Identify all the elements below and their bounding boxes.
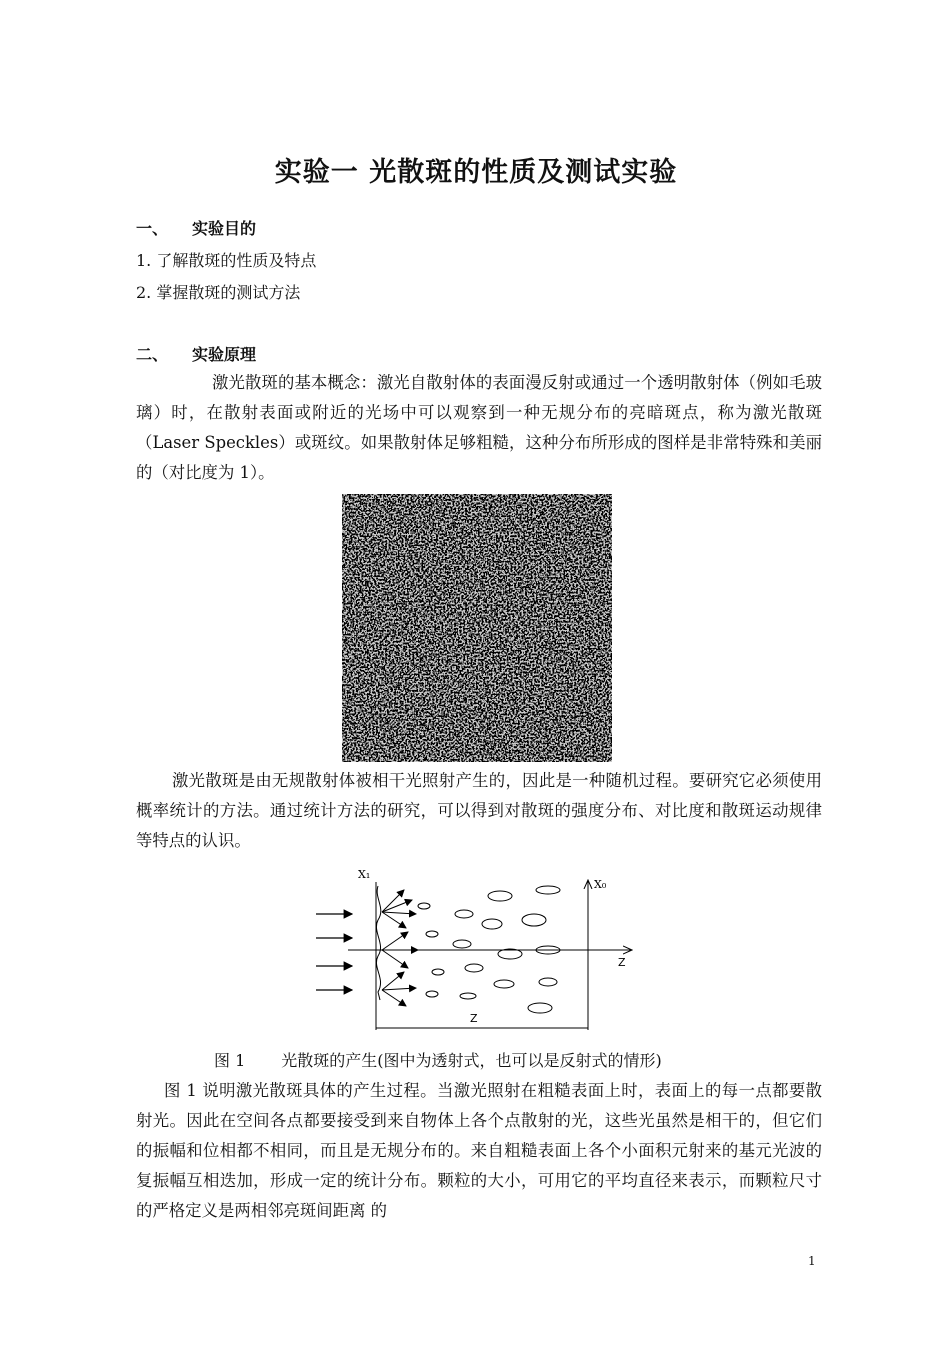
section-number: 一、: [136, 219, 169, 238]
distance-z-marker: [376, 1012, 588, 1028]
paragraph-text: 激光散斑是由无规散射体被相干光照射产生的，因此是一种随机过程。要研究它必须使用概率统计的方法。通过统计方法的研究，可以得到对散斑的强度分布、对比度和散斑运动规律等特点的认识。: [136, 771, 822, 850]
x1-axis-label: X₁: [358, 868, 371, 881]
paragraph-text: 激光散斑的基本概念：激光自散射体的表面漫反射或通过一个透明散射体（例如毛玻璃）时，在散射表面或附近的光场中可以观察到一种无规分布的亮暗斑点，称为激光散斑（Laser Speckles）或斑纹。如果散射体足够粗糙，这种分布所形成的图样是非常特殊和美丽的（对比度为 1）。: [136, 373, 822, 482]
objective-item: 2. 掌握散斑的测试方法: [136, 283, 301, 302]
x1-axis: [358, 868, 376, 1030]
paragraph-speckle-concept: [136, 368, 822, 488]
objective-item: 1. 了解散斑的性质及特点: [136, 251, 317, 270]
z-axis-label: Z: [618, 956, 626, 969]
incident-light-arrows: [316, 914, 352, 990]
section-heading-principle: [136, 342, 256, 365]
page-number: 1: [808, 1254, 816, 1268]
paragraph-text: 图 1 说明激光散斑具体的产生过程。当激光照射在粗糙表面上时，表面上的每一点都要散射光。因此在空间各点都要接受到来自物体上各个点散射的光，这些光虽然是相干的，但它们的振幅和位相都不相同，而且是无规分布的。来自粗糙表面上各个小面积元射来的基元光波的复振幅互相迭加，形成一定的统计分布。颗粒的大小，可用它的平均直径来表示，而颗粒尺寸的严格定义是两相邻亮斑间距离 的: [136, 1081, 822, 1220]
rough-surface-line: [376, 886, 380, 1000]
speckle-generation-diagram: [308, 866, 638, 1036]
z-axis: [348, 950, 632, 969]
figure-caption-text: 光散斑的产生(图中为透射式，也可以是反射式的情形): [281, 1051, 662, 1070]
distance-z-label: Z: [470, 1012, 478, 1025]
section-title: 实验原理: [192, 345, 257, 364]
scattered-light-arrows: [382, 890, 418, 1006]
speckle-pattern-image: [342, 494, 612, 762]
section-title: 实验目的: [192, 219, 257, 238]
figure-caption: [214, 1048, 662, 1071]
paragraph-speckle-statistics: [136, 766, 822, 856]
figure-number: 图 1: [214, 1051, 246, 1070]
section-heading-objectives: [136, 216, 256, 239]
x0-axis-label: X₀: [594, 878, 607, 891]
page-title: 实验一 光散斑的性质及测试实验: [274, 157, 678, 188]
x0-axis: [588, 878, 607, 1030]
section-number: 二、: [136, 345, 169, 364]
paragraph-speckle-process: [136, 1076, 822, 1226]
